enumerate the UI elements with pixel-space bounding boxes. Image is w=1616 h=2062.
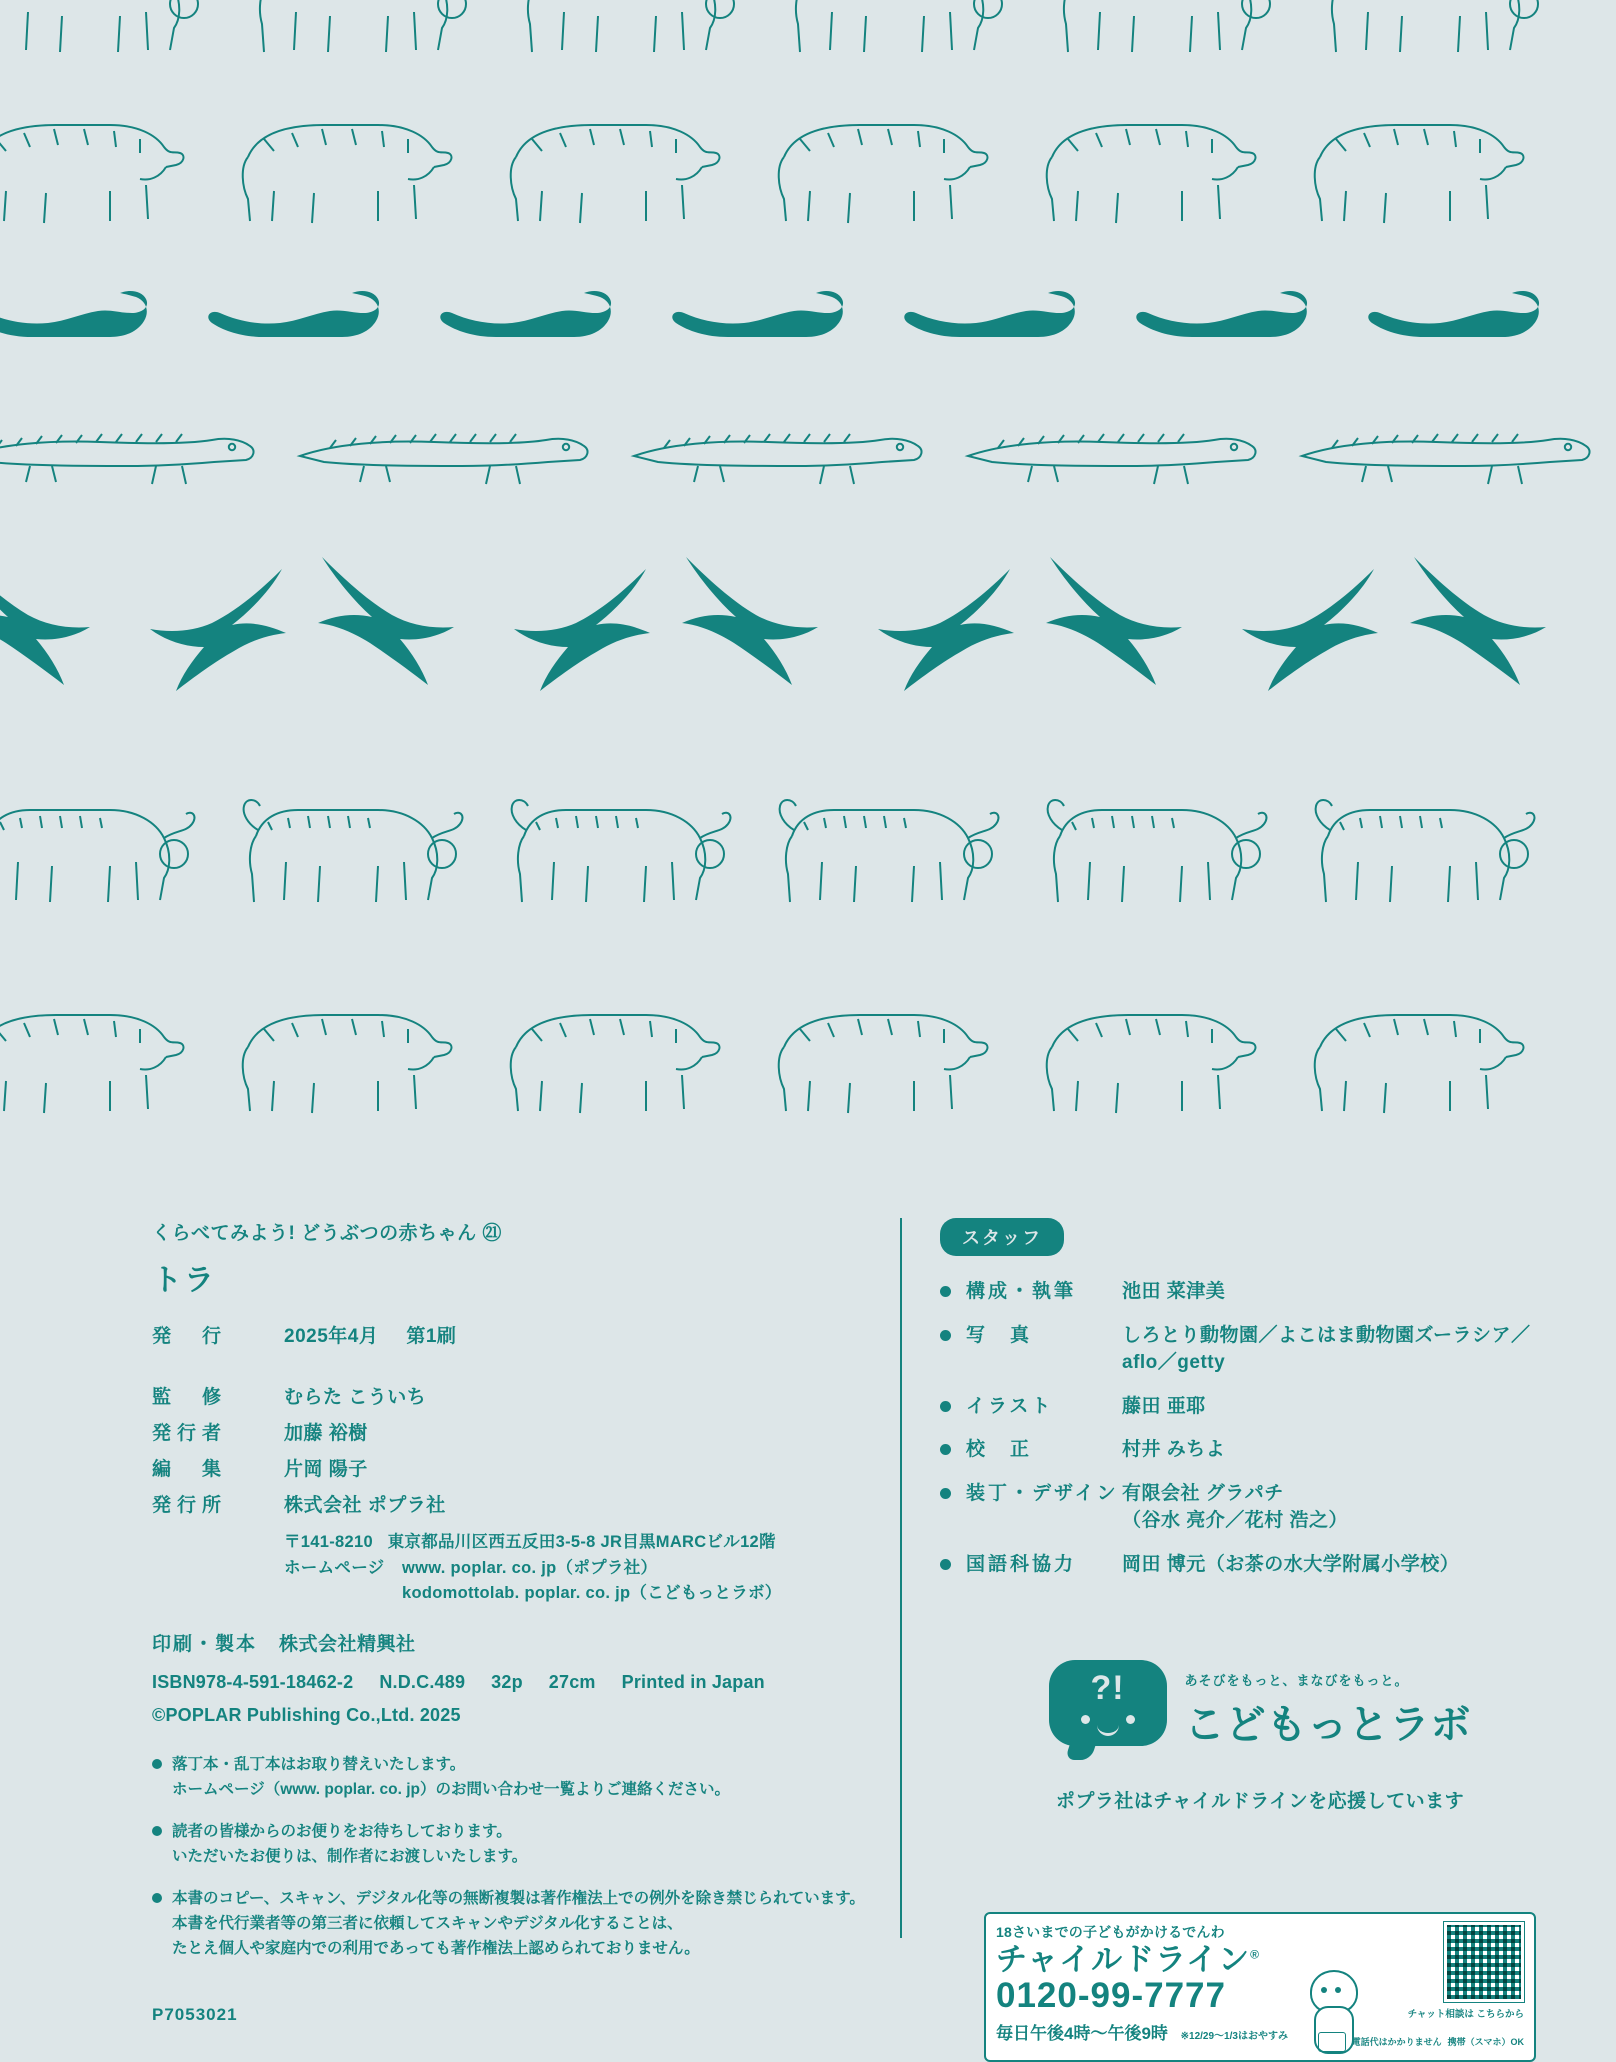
table-row	[940, 1278, 1531, 1322]
crocodile-outline-icon	[962, 400, 1262, 510]
staff-label: 写 真	[966, 1324, 1033, 1346]
book-size: 27cm	[548, 1671, 596, 1692]
tiger-outline-icon	[506, 0, 746, 70]
otter-silhouette-icon	[898, 275, 1088, 355]
swallow-silhouette-icon	[314, 545, 474, 695]
staff-label: 校 正	[966, 1439, 1033, 1461]
credits-table	[152, 1382, 446, 1526]
bear-outline-icon	[228, 985, 458, 1125]
otter-silhouette-icon	[666, 275, 856, 355]
copyright-line: ©POPLAR Publishing Co.,Ltd. 2025	[152, 1704, 461, 1725]
table-row	[940, 1436, 1531, 1480]
notes-list	[152, 1752, 872, 1962]
credit-value: 株式会社 ポプラ社	[284, 1495, 446, 1516]
staff-label: 国語科協力	[966, 1553, 1077, 1575]
bear-outline-icon	[228, 95, 458, 235]
swallow-silhouette-icon	[1224, 545, 1384, 695]
qr-caption: チャット相談は こちらから	[1407, 2009, 1524, 2020]
crocodile-outline-icon	[1296, 400, 1596, 510]
tiger-outline-icon	[1042, 0, 1282, 70]
credit-label: 監 修	[152, 1387, 228, 1408]
swallow-silhouette-icon	[860, 545, 1020, 695]
credit-label: 発行者	[152, 1423, 228, 1444]
printed-in: Printed in Japan	[621, 1671, 765, 1692]
bear-outline-icon	[1032, 95, 1262, 235]
staff-value	[1122, 1322, 1531, 1393]
tiger-outline-icon	[238, 0, 478, 70]
credit-value: 片岡 陽子	[284, 1459, 368, 1480]
table-row	[940, 1480, 1531, 1551]
colophon-section	[0, 1200, 1616, 2047]
staff-label: 装丁・デザイン	[966, 1482, 1119, 1504]
table-row	[152, 1454, 446, 1490]
table-row	[152, 1490, 446, 1526]
swallow-silhouette-icon	[0, 545, 110, 695]
tiger-outline-icon	[764, 770, 1004, 920]
childline-top-text: 18さいまでの子どもがかけるでんわ	[996, 1924, 1225, 1940]
isbn-value: ISBN978-4-591-18462-2	[152, 1671, 354, 1692]
otter-silhouette-icon	[1130, 275, 1320, 355]
staff-value: 村井 みちよ	[1122, 1439, 1226, 1461]
note-line-2: 本書を代行業者等の第三者に依頼してスキャンやデジタル化することは、	[172, 1915, 683, 1933]
book-title: トラ	[152, 1264, 216, 1297]
swallow-silhouette-icon	[132, 545, 292, 695]
staff-value: 岡田 博元（お茶の水大学附属小学校）	[1122, 1553, 1460, 1575]
tiger-outline-icon	[1310, 0, 1550, 70]
otter-silhouette-icon	[202, 275, 392, 355]
tiger-outline-icon	[0, 0, 210, 70]
bullet-icon	[940, 1322, 966, 1393]
staff-value: 藤田 亜耶	[1122, 1395, 1206, 1417]
staff-badge: スタッフ	[940, 1218, 1064, 1256]
address-line	[284, 1530, 872, 1556]
bullet-icon	[940, 1551, 966, 1595]
table-row	[940, 1551, 1531, 1595]
logo-text	[1185, 1670, 1472, 1750]
pattern-row-tiger-top	[0, 0, 1616, 70]
swallow-silhouette-icon	[496, 545, 656, 695]
pattern-row-swallow	[0, 545, 1616, 695]
note-line-1: 本書のコピー、スキャン、デジタル化等の無断複製は著作権法上での例外を除き禁じられています。	[172, 1890, 865, 1908]
publication-value	[284, 1321, 456, 1348]
swallow-silhouette-icon	[1042, 545, 1202, 695]
bear-outline-icon	[0, 95, 190, 235]
publication-edition: 第1刷	[406, 1326, 457, 1347]
crocodile-outline-icon	[0, 400, 260, 510]
bear-outline-icon	[1300, 95, 1530, 235]
series-title: くらべてみよう! どうぶつの赤ちゃん ㉑	[152, 1223, 502, 1244]
childline-hours	[996, 2019, 1326, 2044]
bullet-icon	[940, 1393, 966, 1437]
credit-label: 編 集	[152, 1459, 228, 1480]
swallow-silhouette-icon	[678, 545, 838, 695]
table-row	[152, 1382, 446, 1418]
pattern-row-tiger-2	[0, 770, 1616, 920]
childline-badges	[1318, 2032, 1524, 2052]
staff-value-line-2: （谷水 亮介／花村 浩之）	[1122, 1510, 1349, 1532]
qr-code-icon[interactable]	[1444, 1922, 1524, 2002]
table-row	[152, 1418, 446, 1454]
childline-qr-area	[1324, 1922, 1524, 2021]
bear-outline-icon	[764, 985, 994, 1125]
homepage-label: ホームページ	[284, 1558, 385, 1577]
printing-line	[152, 1629, 872, 1656]
bear-outline-icon	[764, 95, 994, 235]
logo-row	[980, 1660, 1540, 1760]
staff-value: 池田 菜津美	[1122, 1281, 1226, 1302]
childline-brand-text: チャイルドライン	[996, 1942, 1251, 1977]
table-row	[940, 1393, 1531, 1437]
tiger-outline-icon	[1300, 770, 1540, 920]
staff-label: イラスト	[966, 1395, 1054, 1417]
crocodile-outline-icon	[628, 400, 928, 510]
staff-label: 構成・執筆	[966, 1281, 1077, 1302]
vertical-divider	[900, 1218, 902, 1938]
publisher-address	[284, 1530, 872, 1607]
question-exclamation-mark: ?!	[1090, 1669, 1125, 1707]
postal-code: 〒141-8210	[284, 1533, 373, 1551]
childline-hours-text: 毎日午後4時～午後9時	[996, 2024, 1168, 2044]
printing-label: 印刷・製本	[152, 1633, 258, 1655]
homepage-line-1	[284, 1556, 872, 1582]
note-line-3: たとえ個人や家庭内での利用であっても著作権法上認められておりません。	[172, 1940, 700, 1958]
homepage-url-2: kodomottolab. poplar. co. jp（こどもっとラボ）	[402, 1584, 782, 1603]
otter-silhouette-icon	[1362, 275, 1552, 355]
publication-date: 2025年4月	[284, 1326, 379, 1347]
childline-ad-left	[996, 1922, 1326, 2044]
bear-outline-icon	[0, 985, 190, 1125]
credit-value: むらた こういち	[284, 1387, 427, 1408]
bullet-icon	[940, 1480, 966, 1551]
publication-info-column	[152, 1218, 872, 2025]
otter-silhouette-icon	[434, 275, 624, 355]
tiger-outline-icon	[496, 770, 736, 920]
speech-bubble-face-icon	[1049, 1660, 1167, 1760]
pattern-row-bear-2	[0, 985, 1616, 1125]
badge-note-2: 携帯（スマホ）OK	[1447, 2036, 1524, 2047]
street-address: 東京都品川区西五反田3-5-8 JR目黒MARCビル12階	[387, 1533, 776, 1551]
childline-ad-box	[984, 1912, 1536, 2062]
kodomotto-lab-logo	[980, 1660, 1540, 1813]
list-item	[152, 1886, 872, 1961]
credit-value: 加藤 裕樹	[284, 1423, 368, 1444]
free-call-badge-icon	[1318, 2032, 1346, 2052]
pattern-row-bear-1	[0, 95, 1616, 235]
childline-hours-note: ※12/29～1/3はおやすみ	[1180, 2031, 1288, 2043]
staff-value	[1122, 1480, 1531, 1551]
note-line-2: いただいたお便りは、制作者にお渡しいたします。	[172, 1848, 528, 1866]
staff-table	[940, 1278, 1531, 1594]
staff-value-line-2: aflo／getty	[1122, 1352, 1226, 1374]
printing-value: 株式会社精興社	[279, 1633, 416, 1655]
bear-outline-icon	[496, 95, 726, 235]
publication-line	[152, 1321, 872, 1348]
isbn-line	[152, 1672, 872, 1693]
list-item	[152, 1819, 872, 1869]
staff-value-line-1: 有限会社 グラパチ	[1122, 1482, 1284, 1504]
staff-value-line-1: しろとり動物園／よこはま動物園ズーラシア／	[1122, 1324, 1531, 1346]
tiger-outline-icon	[774, 0, 1014, 70]
pattern-row-otter	[0, 275, 1616, 355]
publication-label: 発 行	[152, 1326, 228, 1347]
page-code: P7053021	[152, 2005, 238, 2025]
childline-support-line: ポプラ社はチャイルドラインを応援しています	[1055, 1791, 1465, 1812]
bear-outline-icon	[1300, 985, 1530, 1125]
registered-mark: ®	[1250, 1947, 1260, 1962]
ndc-value: N.D.C.489	[379, 1671, 466, 1692]
page-count: 32p	[491, 1671, 523, 1692]
childline-brand	[996, 1944, 1326, 1977]
credit-label: 発行所	[152, 1495, 228, 1516]
swallow-silhouette-icon	[1406, 545, 1566, 695]
bullet-icon	[940, 1278, 966, 1322]
note-line-1: 落丁本・乱丁本はお取り替えいたします。	[172, 1755, 466, 1773]
pattern-row-crocodile	[0, 400, 1616, 510]
bear-outline-icon	[496, 985, 726, 1125]
homepage-url-1: www. poplar. co. jp（ポプラ社）	[402, 1558, 658, 1577]
tiger-outline-icon	[228, 770, 468, 920]
badge-note-1: 電話代はかかりません	[1351, 2036, 1442, 2047]
childline-phone-number: 0120-99-7777	[996, 1975, 1226, 2015]
table-row	[940, 1322, 1531, 1393]
logo-tagline: あそびをもっと、まなびをもっと。	[1184, 1673, 1409, 1688]
bullet-icon	[940, 1436, 966, 1480]
tiger-outline-icon	[0, 770, 200, 920]
homepage-line-2	[284, 1581, 872, 1607]
note-line-1: 読者の皆様からのお便りをお待ちしております。	[172, 1822, 512, 1840]
note-line-2: ホームページ（www. poplar. co. jp）のお問い合わせ一覧よりご連絡ください。	[172, 1780, 730, 1798]
otter-silhouette-icon	[0, 275, 160, 355]
staff-column	[940, 1218, 1540, 1594]
tiger-outline-icon	[1032, 770, 1272, 920]
crocodile-outline-icon	[294, 400, 594, 510]
list-item	[152, 1752, 872, 1802]
bear-outline-icon	[1032, 985, 1262, 1125]
logo-name: こどもっとラボ	[1184, 1703, 1472, 1747]
